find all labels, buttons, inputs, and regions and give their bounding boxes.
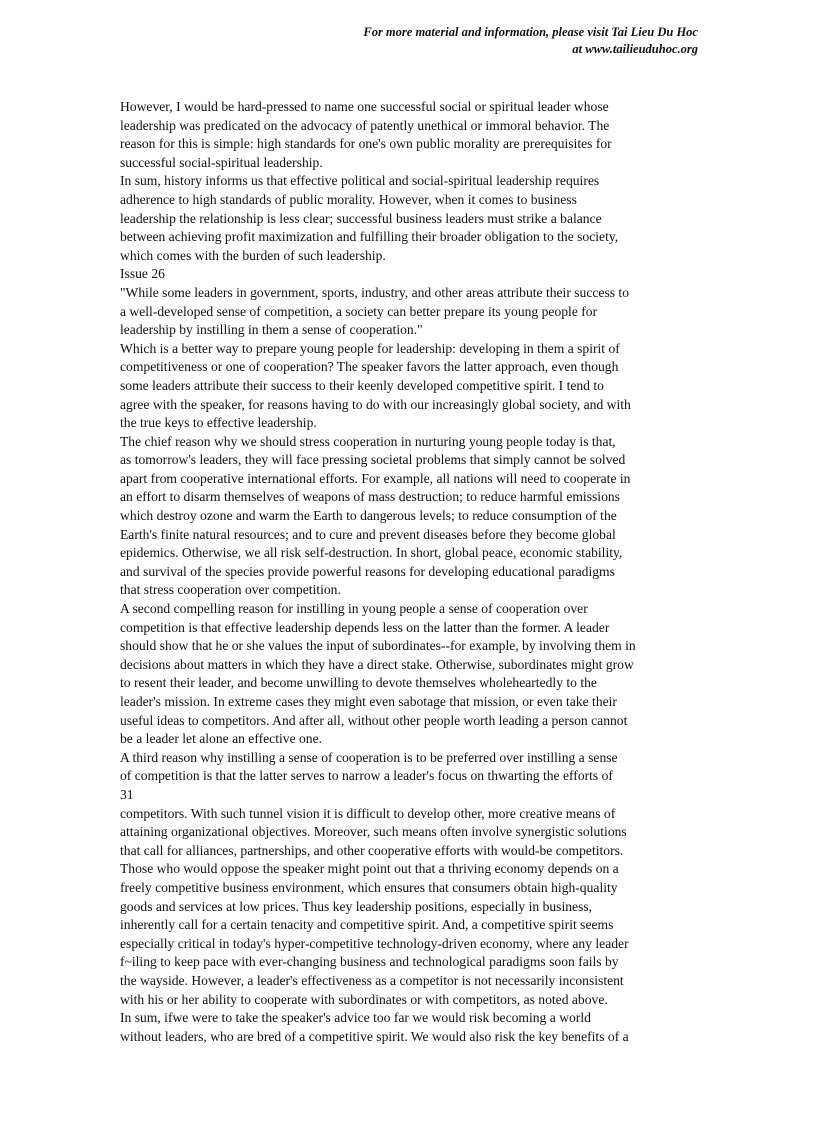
text-line: attaining organizational objectives. Moreover, such means often involve synergistic solutions xyxy=(120,824,627,840)
text-line: inherently call for a certain tenacity and competitive spirit. And, a competitive spirit seems xyxy=(120,917,614,933)
text-line: that call for alliances, partnerships, and other cooperative efforts with would-be competitors. xyxy=(120,842,624,858)
text-line: the true keys to effective leadership. xyxy=(120,415,317,431)
text-line: Earth's finite natural resources; and to cure and prevent diseases before they become global xyxy=(120,526,616,542)
text-line: the wayside. However, a leader's effectiveness as a competitor is not necessarily inconsistent xyxy=(120,972,624,988)
text-line: Issue 26 xyxy=(120,266,165,282)
text-line: leader's mission. In extreme cases they might even sabotage that mission, or even take their xyxy=(120,694,617,709)
text-line: In sum, ifwe were to take the speaker's advice too far we would risk becoming a world xyxy=(120,1010,591,1026)
text-line: A third reason why instilling a sense of cooperation is to be preferred over instilling a sense xyxy=(120,749,618,765)
text-line: competitiveness or one of cooperation? The speaker favors the latter approach, even though xyxy=(120,359,619,375)
text-line: between achieving profit maximization and fulfilling their broader obligation to the society, xyxy=(120,229,619,245)
text-line: to resent their leader, and become unwilling to devote themselves wholeheartedly to the xyxy=(120,675,597,691)
text-line: be a leader let alone an effective one. xyxy=(120,731,323,747)
text-line: adherence to high standards of public morality. However, when it comes to business xyxy=(120,191,577,207)
text-line: some leaders attribute their success to their keenly developed competitive spirit. I tend to xyxy=(120,377,604,393)
text-line: of competition is that the latter serves to narrow a leader's focus on thwarting the efforts of xyxy=(120,768,613,784)
header-line-2: at www.tailieuduhoc.org xyxy=(572,42,698,56)
text-line: and survival of the species provide powerful reasons for developing educational paradigms xyxy=(120,563,615,579)
page-header xyxy=(363,24,698,58)
text-line: that stress cooperation over competition. xyxy=(120,582,341,598)
page-number: 31 xyxy=(120,786,134,802)
text-line: which comes with the burden of such leadership. xyxy=(120,247,386,263)
text-line: epidemics. Otherwise, we all risk self-destruction. In short, global peace, economic stability, xyxy=(120,545,623,561)
text-line: leadership the relationship is less clear; successful business leaders must strike a balance xyxy=(120,210,602,226)
text-line: A second compelling reason for instilling in young people a sense of cooperation over xyxy=(120,601,588,617)
text-line: reason for this is simple: high standards for one's own public morality are prerequisites for xyxy=(120,136,612,152)
body-text xyxy=(120,98,700,1046)
text-line: with his or her ability to cooperate with subordinates or with competitors, as noted above. xyxy=(120,991,608,1007)
text-line: competitors. With such tunnel vision it is difficult to develop other, more creative means of xyxy=(120,805,616,821)
text-line: a well-developed sense of competition, a society can better prepare its young people for xyxy=(120,303,598,319)
text-line: as tomorrow's leaders, they will face pressing societal problems that simply cannot be solved xyxy=(120,452,626,468)
text-line: In sum, history informs us that effective political and social-spiritual leadership requires xyxy=(120,173,600,189)
text-line: especially critical in today's hyper-competitive technology-driven economy, where any leader xyxy=(120,935,629,951)
text-line: an effort to disarm themselves of weapons of mass destruction; to reduce harmful emissions xyxy=(120,489,620,505)
text-line: decisions about matters in which they have a direct stake. Otherwise, subordinates might grow xyxy=(120,656,634,672)
text-line: useful ideas to competitors. And after all, without other people worth leading a person cannot xyxy=(120,712,628,728)
text-line: Which is a better way to prepare young people for leadership: developing in them a spirit of xyxy=(120,340,620,356)
text-line: leadership by instilling in them a sense of cooperation." xyxy=(120,322,423,338)
text-line: agree with the speaker, for reasons having to do with our increasingly global society, and with xyxy=(120,396,631,412)
text-line: which destroy ozone and warm the Earth to dangerous levels; to reduce consumption of the xyxy=(120,508,617,524)
text-line: leadership was predicated on the advocacy of patently unethical or immoral behavior. The xyxy=(120,117,610,133)
text-line: "While some leaders in government, sports, industry, and other areas attribute their success to xyxy=(120,284,630,300)
text-line: The chief reason why we should stress cooperation in nurturing young people today is that, xyxy=(120,433,616,449)
text-line: competition is that effective leadership depends less on the latter than the former. A leader xyxy=(120,619,610,635)
text-line: without leaders, who are bred of a competitive spirit. We would also risk the key benefits of a xyxy=(120,1028,629,1044)
text-line: However, I would be hard-pressed to name one successful social or spiritual leader whose xyxy=(120,99,609,114)
text-line: successful social-spiritual leadership. xyxy=(120,154,323,170)
text-line: apart from cooperative international efforts. For example, all nations will need to cooperate in xyxy=(120,470,631,486)
text-line: goods and services at low prices. Thus key leadership positions, especially in business, xyxy=(120,898,593,914)
text-line: f~iling to keep pace with ever-changing business and technological paradigms soon fails by xyxy=(120,954,619,970)
text-line: Those who would oppose the speaker might point out that a thriving economy depends on a xyxy=(120,861,619,877)
text-line: should show that he or she values the input of subordinates--for example, by involving them in xyxy=(120,638,636,654)
header-line-1: For more material and information, please visit Tai Lieu Du Hoc xyxy=(363,25,698,39)
text-line: freely competitive business environment, which ensures that consumers obtain high-quality xyxy=(120,879,618,895)
